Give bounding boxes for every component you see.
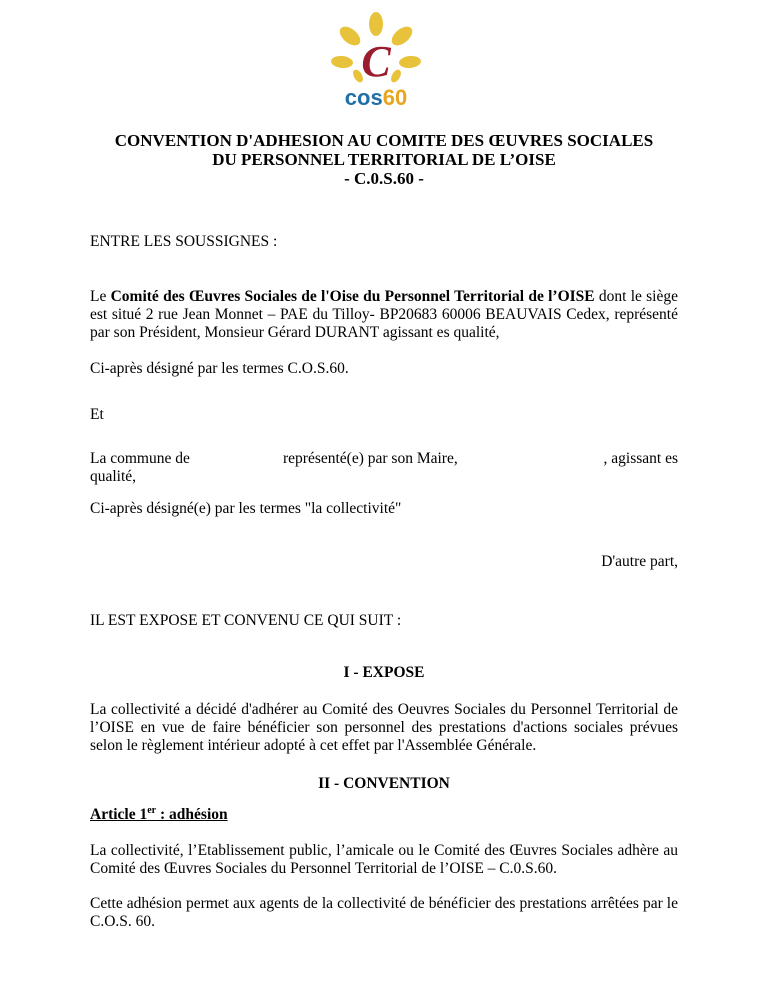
article-1-p1-line-2: Comité des Œuvres Sociales du Personnel Territorial de l’OISE – C.0.S.60. <box>90 860 558 877</box>
article-1-title <box>90 806 228 823</box>
article-1-paragraph-2 <box>90 895 678 931</box>
article-1-p2-line-1: Cette adhésion permet aux agents de la collectivité de bénéficier des prestations arrêtées par le <box>90 895 678 912</box>
section-1-line-2: l’OISE en vue de faire bénéficier son personnel des prestations d'actions sociales prévues <box>90 719 678 736</box>
party1-line1-rest: dont le siège <box>594 288 678 305</box>
logo-wordmark-cos: cos <box>344 85 383 110</box>
article-1-suffix: : adhésion <box>156 806 228 823</box>
section-2-heading: II - CONVENTION <box>318 775 450 792</box>
logo-letter: C <box>361 37 391 86</box>
logo-petal <box>336 23 363 49</box>
article-1-heading <box>90 806 678 824</box>
commune-represented-by: représenté(e) par son Maire, <box>283 450 458 467</box>
party1-paragraph <box>90 288 678 342</box>
article-1-p1-line-1: La collectivité, l’Etablissement public, l’amicale ou le Comité des Œuvres Sociales adhère au <box>90 842 678 859</box>
commune-label: La commune de <box>90 450 190 467</box>
logo-petal <box>389 68 403 84</box>
logo-petal <box>399 55 422 69</box>
article-1-paragraph-1 <box>90 842 678 878</box>
party1-prefix: Le <box>90 288 111 305</box>
article-1-p2-line-2: C.O.S. 60. <box>90 913 156 930</box>
article-1-prefix: Article 1 <box>90 806 148 823</box>
cos60-logo <box>318 10 434 112</box>
commune-paragraph <box>90 450 678 486</box>
logo-petal <box>331 55 354 69</box>
logo-wordmark <box>345 85 407 110</box>
document-title <box>40 131 728 188</box>
commune-agissant: , agissant es <box>603 450 678 467</box>
section-1-heading: I - EXPOSE <box>343 664 425 681</box>
party1-line-2: est situé 2 rue Jean Monnet – PAE du Tilloy- BP20683 60006 BEAUVAIS Cedex, représenté <box>90 306 678 323</box>
party1-line-1 <box>90 288 678 306</box>
party1-line-3: par son Président, Monsieur Gérard DURANT agissant es qualité, <box>90 324 500 341</box>
section-1-paragraph <box>90 701 678 755</box>
logo-petal <box>369 12 383 36</box>
commune-line-1 <box>90 450 678 468</box>
commune-line-2: qualité, <box>90 468 137 485</box>
party1-name: Comité des Œuvres Sociales de l'Oise du Personnel Territorial de l’OISE <box>110 288 595 305</box>
section-1-line-3: selon le règlement intérieur adopté à cet effet par l'Assemblée Générale. <box>90 737 537 754</box>
expose-intro: IL EST EXPOSE ET CONVENU CE QUI SUIT : <box>90 612 402 629</box>
title-line-2: DU PERSONNEL TERRITORIAL DE L’OISE <box>212 150 556 169</box>
et-label: Et <box>90 406 104 423</box>
logo-wordmark-60: 60 <box>382 85 408 110</box>
cos60-logo-graphic <box>318 10 434 112</box>
section-1-line-1: La collectivité a décidé d'adhérer au Comité des Oeuvres Sociales du Personnel Territorial de <box>90 701 678 718</box>
logo-petal <box>388 23 415 49</box>
designation-cos60: Ci-après désigné par les termes C.O.S.60. <box>90 360 349 377</box>
title-line-1: CONVENTION D'ADHESION AU COMITE DES ŒUVRES SOCIALES <box>114 131 654 150</box>
entre-les-soussignes: ENTRE LES SOUSSIGNES : <box>90 233 278 250</box>
autre-part: D'autre part, <box>601 553 678 570</box>
designation-collectivite: Ci-après désigné(e) par les termes "la collectivité" <box>90 500 402 517</box>
article-1-sup: er <box>147 804 157 816</box>
title-line-3: - C.0.S.60 - <box>344 169 424 188</box>
